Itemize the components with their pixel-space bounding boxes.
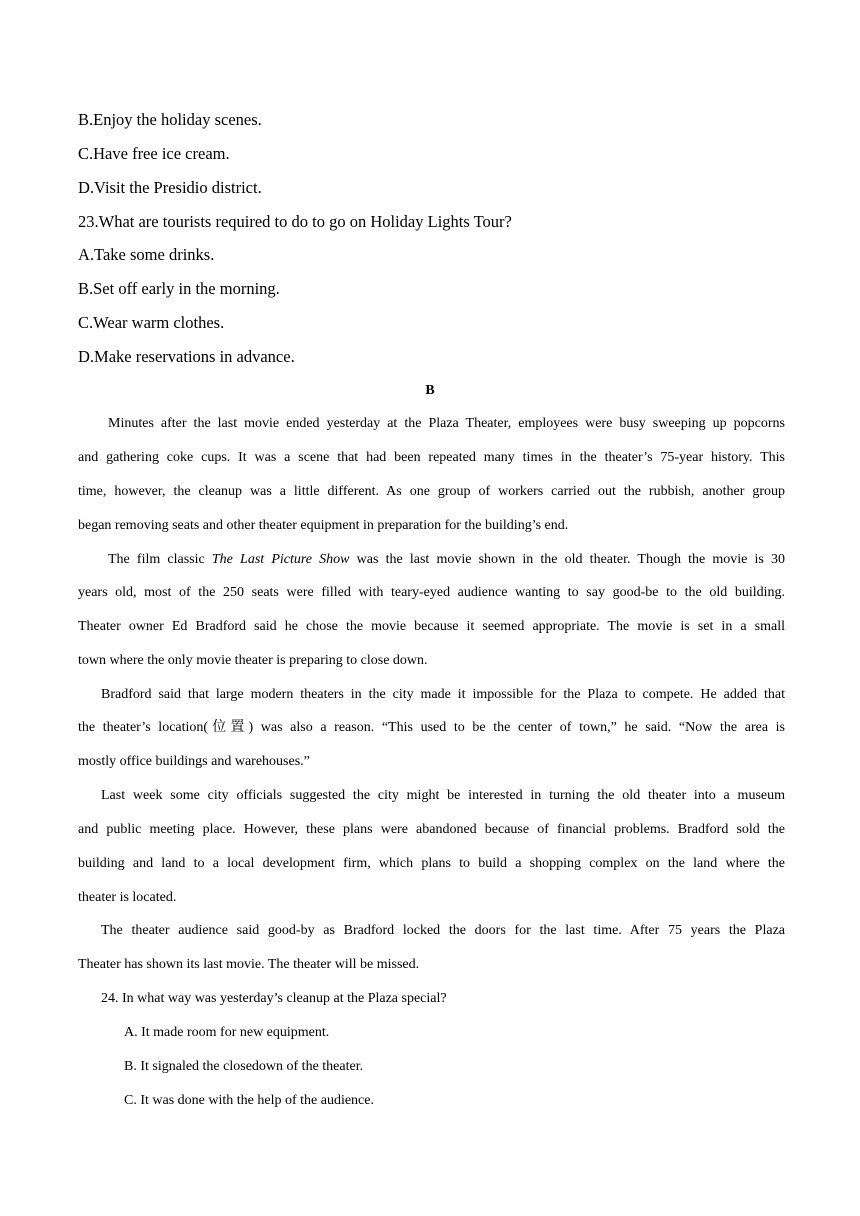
passage-line: theater is located. bbox=[78, 890, 177, 905]
q24-option-c: C. It was done with the help of the audience. bbox=[124, 1093, 374, 1108]
passage-line: The film classic The Last Picture Show was the last movie shown in the old theater. Though the movie is 30 bbox=[108, 552, 785, 567]
passage-line: the theater’s location(位置) was also a reason. “This used to be the center of town,” he said. “Now the area is bbox=[78, 720, 785, 735]
passage-line: time, however, the cleanup was a little different. As one group of workers carried out the rubbish, another group bbox=[78, 484, 785, 499]
q23-option-a: A.Take some drinks. bbox=[78, 245, 215, 264]
q22-option-d: D.Visit the Presidio district. bbox=[78, 178, 262, 197]
passage-line: The theater audience said good-by as Bradford locked the doors for the last time. After 75 years the Plaza bbox=[101, 923, 785, 938]
passage-line: began removing seats and other theater equipment in preparation for the building’s end. bbox=[78, 518, 569, 533]
passage-line: Last week some city officials suggested the city might be interested in turning the old theater into a museum bbox=[101, 788, 785, 803]
passage-line: Minutes after the last movie ended yesterday at the Plaza Theater, employees were busy sweeping up popcorns bbox=[108, 416, 785, 431]
q22-option-c: C.Have free ice cream. bbox=[78, 144, 230, 163]
passage-line: town where the only movie theater is preparing to close down. bbox=[78, 653, 428, 668]
q24-question: 24. In what way was yesterday’s cleanup at the Plaza special? bbox=[101, 991, 447, 1006]
passage-line: mostly office buildings and warehouses.” bbox=[78, 754, 310, 769]
q23-option-b: B.Set off early in the morning. bbox=[78, 279, 280, 298]
passage-line: Theater has shown its last movie. The theater will be missed. bbox=[78, 957, 420, 972]
passage-line: and gathering coke cups. It was a scene that had been repeated many times in the theater’s 75-year history. This bbox=[78, 450, 785, 465]
passage-line: years old, most of the 250 seats were filled with teary-eyed audience wanting to say good-be to the old building. bbox=[78, 585, 785, 600]
passage-line: building and land to a local development firm, which plans to build a shopping complex on the land where the bbox=[78, 856, 785, 871]
q23-option-d: D.Make reservations in advance. bbox=[78, 347, 295, 366]
q23-question: 23.What are tourists required to do to go on Holiday Lights Tour? bbox=[78, 212, 512, 231]
q23-option-c: C.Wear warm clothes. bbox=[78, 313, 225, 332]
film-title: The Last Picture Show bbox=[211, 552, 350, 567]
q24-option-b: B. It signaled the closedown of the theater. bbox=[124, 1059, 364, 1074]
section-title: B bbox=[425, 383, 435, 398]
q22-option-b: B.Enjoy the holiday scenes. bbox=[78, 110, 262, 129]
passage-line: Bradford said that large modern theaters in the city made it impossible for the Plaza to compete. He added that bbox=[101, 687, 785, 702]
passage-line: and public meeting place. However, these plans were abandoned because of financial problems. Bradford sold the bbox=[78, 822, 785, 837]
q24-option-a: A. It made room for new equipment. bbox=[124, 1025, 330, 1040]
passage-line: Theater owner Ed Bradford said he chose the movie because it seemed appropriate. The movie is set in a small bbox=[78, 619, 785, 634]
